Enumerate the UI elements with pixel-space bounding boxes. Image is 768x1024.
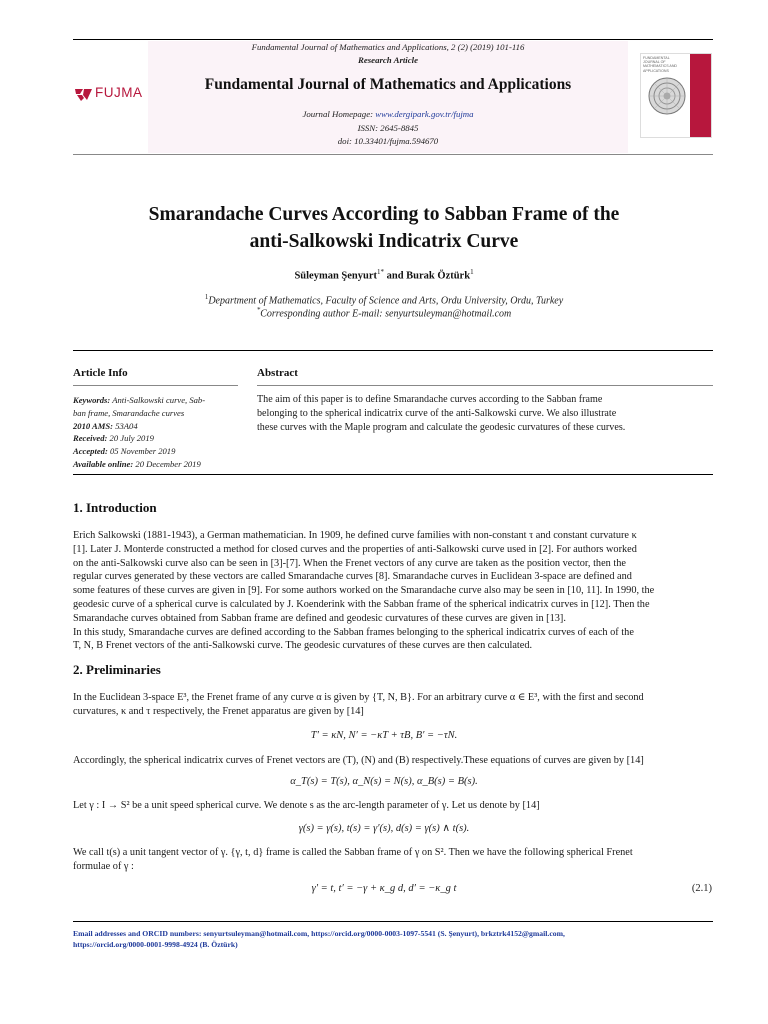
paper-title-line2: anti-Salkowski Indicatrix Curve (249, 231, 519, 252)
available-value: 20 December 2019 (135, 458, 201, 469)
abstract-line1: The aim of this paper is to define Smarandache curves according to the Sabban frame (257, 394, 603, 405)
section1-line: some features of these curves are given in [9]. For some authors worked on the Smarandache curve also may be seen in [10, 11]. In 1990, the (73, 585, 655, 597)
ams-label: 2010 AMS: (73, 420, 114, 431)
info-top-rule (73, 350, 713, 351)
fujma-logo-text: FUJMA (95, 85, 143, 100)
author-2-sup: 1 (470, 268, 474, 276)
corresponding-text: Corresponding author E-mail: senyurtsuleyman@hotmail.com (260, 308, 512, 320)
journal-title: Fundamental Journal of Mathematics and Applications (204, 76, 572, 93)
affiliation-sup: 1 (204, 293, 209, 301)
cover-side-band (690, 54, 711, 137)
section1-line: Erich Salkowski (1881-1943), a German mathematician. In 1909, he defined curve families with non-constant τ and constant curvature κ (73, 530, 637, 541)
section1-line: regular curves generated by these vectors are called Smarandache curves [8]. Smarandache curves in Euclidean 3-space are defined and (73, 571, 632, 583)
header-bottom-rule (73, 154, 713, 155)
equation-number: (2.1) (691, 883, 712, 894)
fujma-logo (74, 85, 146, 103)
cover-title: FUNDAMENTAL JOURNAL OF MATHEMATICS AND APPLICATIONS (643, 56, 678, 73)
section2-p1-line1: In the Euclidean 3-space E³, the Frenet frame of any curve α is given by {T, N, B}. For an arbitrary curve α ∈ E³, with the first and second (73, 692, 644, 703)
section2-heading: 2. Preliminaries (73, 662, 161, 677)
section1-heading: 1. Introduction (73, 500, 157, 515)
section2-paragraph4 (73, 846, 718, 874)
homepage-link[interactable]: www.dergipark.gov.tr/fujma (375, 109, 474, 119)
section1-line: In this study, Smarandache curves are defined according to the Sabban frames belonging to the spherical indicatrix curves of each of the (73, 626, 634, 638)
author-2: and Burak Öztürk (384, 270, 471, 282)
ams-value: 53A04 (115, 420, 138, 431)
article-info (73, 394, 243, 471)
received-value: 20 July 2019 (109, 433, 154, 444)
homepage-label: Journal Homepage: (302, 109, 374, 119)
author-1: Süleyman Şenyurt (294, 270, 377, 282)
corresponding-sup: * (256, 306, 261, 314)
section2-p1-line2: curvatures, κ and τ respectively, the Frenet apparatus are given by [14] (73, 705, 364, 717)
paper-title (0, 201, 768, 255)
keywords-line2: ban frame, Smarandache curves (73, 407, 185, 418)
fujma-logo-icon (74, 86, 94, 102)
available-online (73, 458, 243, 471)
affiliation-text: Department of Mathematics, Faculty of Science and Arts, Ordu University, Ordu, Turkey (208, 295, 564, 307)
doi[interactable]: doi: 10.33401/fujma.594670 (337, 136, 439, 146)
keywords-label: Keywords: (73, 395, 111, 405)
abstract-heading: Abstract (257, 367, 298, 379)
section1-line: geodesic curve of a spherical curve is calculated by J. Koenderink with the Sabban frame of the spherical indicatrix curves in [12]. Then the (73, 598, 650, 610)
author-1-sup: 1* (377, 268, 384, 276)
equation-spherical-frenet: γ′ = t, t′ = −γ + κ_g d, d′ = −κ_g t (311, 883, 457, 894)
abstract-line2: belonging to the spherical indicatrix curve of the anti-Salkowski curve. We also illustrate (257, 407, 617, 419)
paper-title-line1: Smarandache Curves According to Sabban Frame of the (148, 204, 620, 225)
section2-p4-line2: formulae of γ : (73, 860, 134, 872)
journal-citation-line: Fundamental Journal of Mathematics and Applications, 2 (2) (2019) 101-116 (251, 42, 525, 52)
section1-line: T, N, B Frenet vectors of the anti-Salkowski curve. The geodesic curvatures of these curves are then calculated. (73, 640, 533, 652)
ammonite-shell-icon (645, 76, 689, 116)
accepted (73, 445, 243, 458)
cover-logo-text: FUJMA (665, 117, 685, 123)
section2-p4-line1: We call t(s) a unit tangent vector of γ. {γ, t, d} frame is called the Sabban frame of γ on S². Then we have the following spherical Frenet (73, 847, 633, 858)
article-info-divider (73, 385, 238, 386)
section2-paragraph1 (73, 691, 718, 719)
section1-body (73, 529, 718, 653)
section2-paragraph3: Let γ : I → S² be a unit speed spherical curve. We denote s as the arc-length parameter of γ. Let us denote by [14] (73, 800, 540, 811)
section1-line: Smarandache curves obtained from Sabban frame are defined and geodesic curvatures of these curves are given in [13]. (73, 612, 566, 624)
footer-line2: https://orcid.org/0000-0001-9998-4924 (B. Öztürk) (73, 940, 238, 949)
cover-logo (665, 117, 685, 123)
footer-line1: Email addresses and ORCID numbers: senyurtsuleyman@hotmail.com, https://orcid.org/0000-0003-1097-5541 (S. Şenyurt), brkztrk4152@gmail.com, (73, 929, 565, 938)
accepted-label: Accepted: (73, 446, 108, 457)
section1-line: [1]. Later J. Monterde constructed a method for closed curves and the properties of anti-Salkowski curve used in [2]. For authors worked (73, 543, 637, 555)
section2-paragraph2: Accordingly, the spherical indicatrix curves of Frenet vectors are (T), (N) and (B) respectively.These equations of curves are given by [14] (73, 755, 644, 766)
journal-cover (640, 53, 712, 138)
received (73, 432, 243, 445)
corresponding-author (0, 306, 768, 319)
footer-emails (73, 928, 718, 950)
article-type: Research Article (357, 55, 419, 65)
keywords-line1: Anti-Salkowski curve, Sab- (112, 395, 206, 405)
section1-line: on the anti-Salkowski curve also can be seen in [3]-[7]. When the Frenet vectors of any curve are taken as the position vector, then the (73, 557, 626, 569)
abstract-divider (257, 385, 713, 386)
received-label: Received: (73, 433, 108, 444)
equation-sabban-vectors: γ(s) = γ(s), t(s) = γ′(s), d(s) = γ(s) ∧ t(s). (298, 823, 470, 834)
abstract-body (257, 393, 717, 434)
issn: ISSN: 2645-8845 (357, 123, 419, 133)
footer-rule (73, 921, 713, 922)
equation-frenet: T′ = κN, N′ = −κT + τB, B′ = −τN. (310, 730, 458, 741)
abstract-line3: these curves with the Maple program and calculate the geodesic curvatures of these curves. (257, 421, 626, 433)
article-info-heading: Article Info (73, 367, 128, 379)
accepted-value: 05 November 2019 (110, 446, 176, 457)
keywords (73, 394, 243, 407)
affiliation (0, 293, 768, 306)
equation-indicatrix: α_T(s) = T(s), α_N(s) = N(s), α_B(s) = B(s). (290, 776, 478, 787)
journal-homepage (148, 109, 628, 119)
authors (0, 268, 768, 282)
ams (73, 420, 243, 433)
available-label: Available online: (73, 458, 134, 469)
info-bottom-rule (73, 474, 713, 475)
